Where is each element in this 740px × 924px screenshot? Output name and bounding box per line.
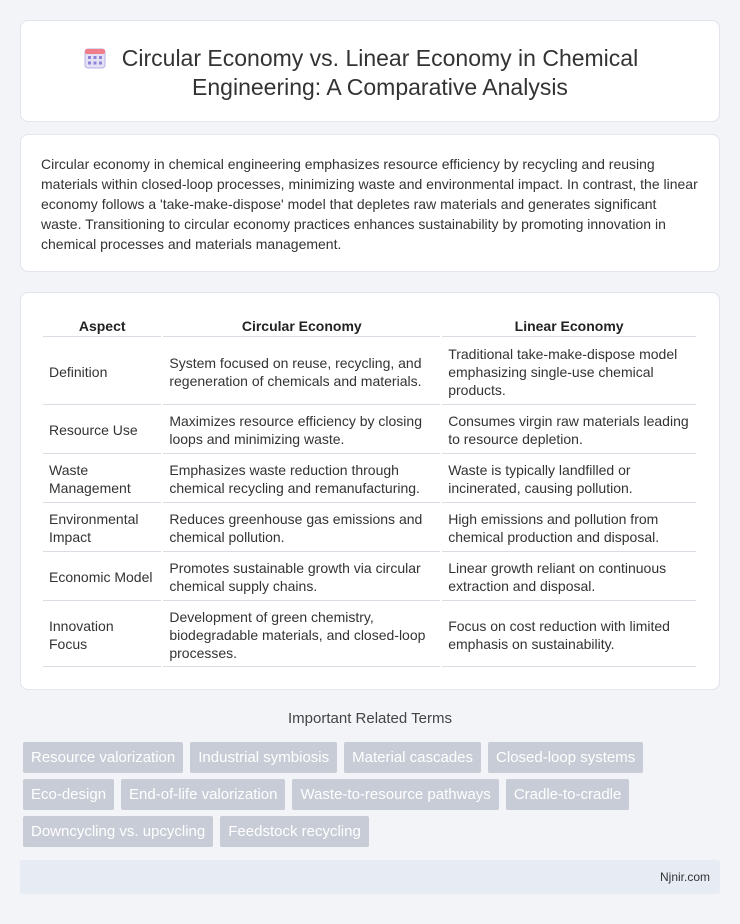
circular-cell: Maximizes resource efficiency by closing loops and minimizing waste. [163, 407, 440, 454]
linear-cell: Linear growth reliant on continuous extraction and disposal. [442, 554, 696, 601]
linear-cell: High emissions and pollution from chemical production and disposal. [442, 505, 696, 552]
aspect-cell: Waste Management [43, 456, 161, 503]
related-term-tag[interactable]: Eco-design [23, 779, 114, 810]
circular-cell: Development of green chemistry, biodegradable materials, and closed-loop processes. [163, 603, 440, 667]
related-term-tag[interactable]: Closed-loop systems [488, 742, 643, 773]
table-header-row [43, 315, 696, 337]
related-term-tag[interactable]: Material cascades [344, 742, 481, 773]
table-row [43, 554, 696, 601]
aspect-cell: Environmental Impact [43, 505, 161, 552]
linear-cell: Focus on cost reduction with limited emphasis on sustainability. [442, 603, 696, 667]
aspect-cell: Definition [43, 339, 161, 405]
header-aspect: Aspect [43, 315, 161, 337]
tag-row [23, 779, 723, 811]
related-term-tag[interactable]: Cradle-to-cradle [506, 779, 630, 810]
related-term-tag[interactable]: Downcycling vs. upcycling [23, 816, 213, 847]
table-row [43, 603, 696, 667]
circular-cell: Emphasizes waste reduction through chemical recycling and remanufacturing. [163, 456, 440, 503]
tag-row [23, 816, 723, 848]
linear-cell: Traditional take-make-dispose model emphasizing single-use chemical products. [442, 339, 696, 405]
table-row [43, 505, 696, 552]
aspect-cell: Economic Model [43, 554, 161, 601]
circular-cell: Reduces greenhouse gas emissions and chemical pollution. [163, 505, 440, 552]
footer-site-link[interactable]: Njnir.com [659, 870, 710, 884]
table-row [43, 456, 696, 503]
comparison-table [41, 313, 698, 669]
circular-cell: Promotes sustainable growth via circular chemical supply chains. [163, 554, 440, 601]
intro-card [20, 134, 720, 272]
related-term-tag[interactable]: Industrial symbiosis [190, 742, 337, 773]
header-linear: Linear Economy [442, 315, 696, 337]
related-terms-list [23, 742, 723, 853]
related-term-tag[interactable]: Resource valorization [23, 742, 183, 773]
table-row [43, 339, 696, 405]
linear-cell: Waste is typically landfilled or incinerated, causing pollution. [442, 456, 696, 503]
related-term-tag[interactable]: End-of-life valorization [121, 779, 285, 810]
header-circular: Circular Economy [163, 315, 440, 337]
related-terms-title: Important Related Terms [288, 710, 452, 727]
aspect-cell: Innovation Focus [43, 603, 161, 667]
linear-cell: Consumes virgin raw materials leading to resource depletion. [442, 407, 696, 454]
intro-paragraph: Circular economy in chemical engineering emphasizes resource efficiency by recycling and reusing materials within closed-loop processes, minimizing waste and environmental impact. In contrast, the linear economy follows a 'take-make-dispose' model that depletes raw materials and generates significant waste. Transitioning to circular economy practices enhances sustainability by promoting innovation in chemical processes and materials management. [41, 156, 698, 252]
aspect-cell: Resource Use [43, 407, 161, 454]
page-title: Circular Economy vs. Linear Economy in Chemical Engineering: A Comparative Analysis [121, 45, 639, 100]
related-term-tag[interactable]: Feedstock recycling [220, 816, 369, 847]
related-term-tag[interactable]: Waste-to-resource pathways [292, 779, 498, 810]
circular-cell: System focused on reuse, recycling, and regeneration of chemicals and materials. [163, 339, 440, 405]
title-card [20, 20, 720, 122]
table-row [43, 407, 696, 454]
footer-bar [20, 860, 720, 894]
comparison-table-card [20, 292, 720, 690]
tag-row [23, 742, 723, 774]
